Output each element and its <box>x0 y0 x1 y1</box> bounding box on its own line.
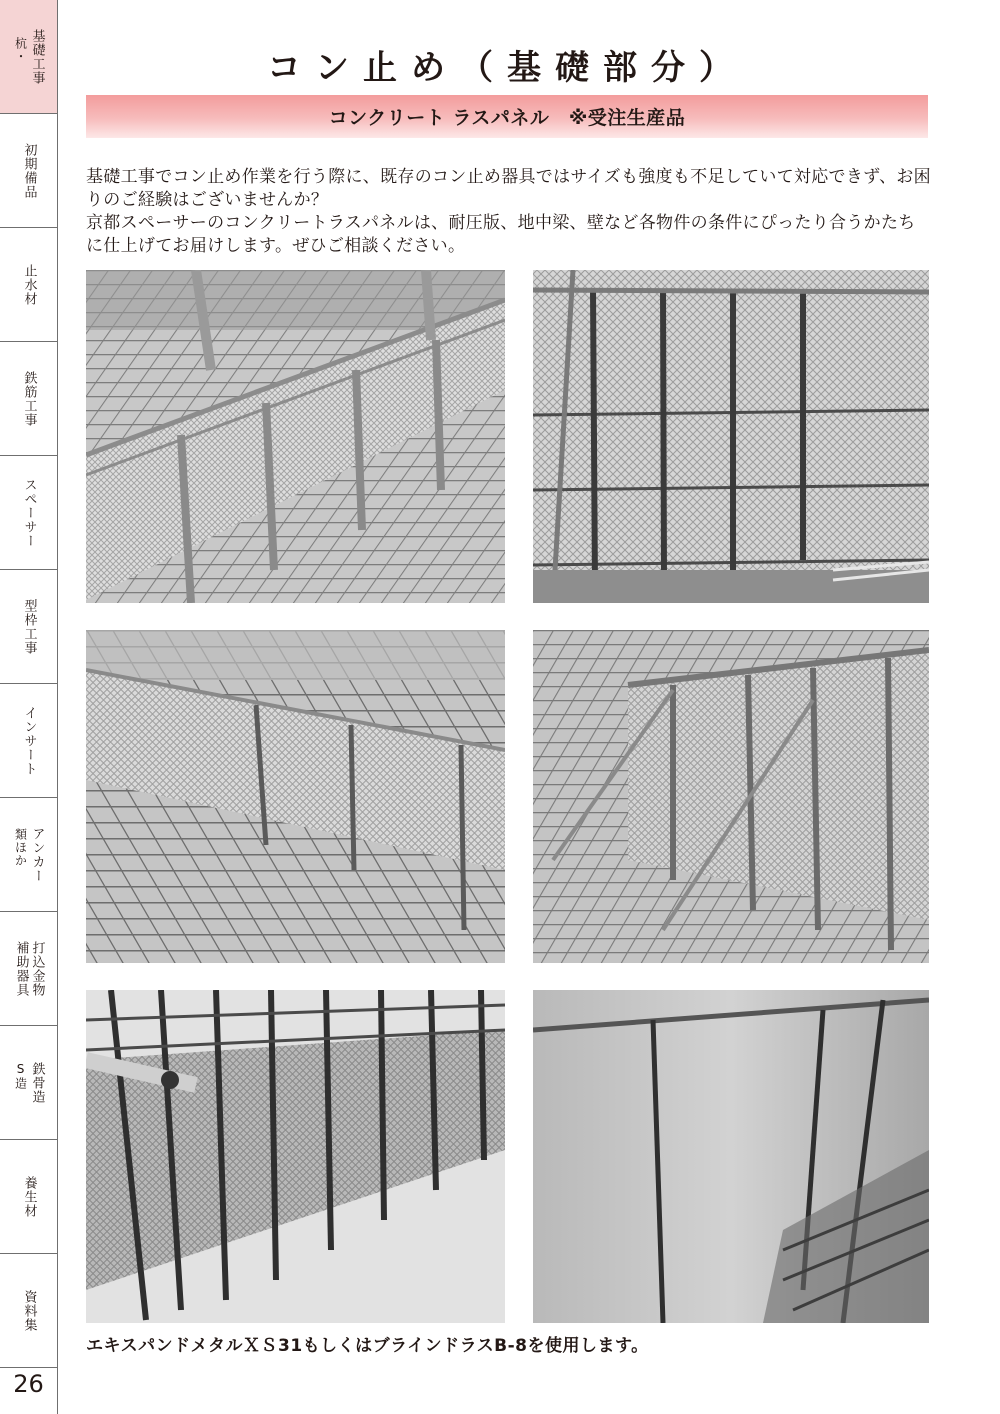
index-tab-label: 型枠工事 <box>21 598 37 655</box>
intro-paragraph-2: 京都スペーサーのコンクリートラスパネルは、耐圧版、地中梁、壁など各物件の条件にぴったり合うかたちに仕上げてお届けします。ぜひご相談ください。 <box>86 213 916 256</box>
photo-1 <box>86 270 505 603</box>
intro-paragraph-1: 基礎工事でコン止め作業を行う際に、既存のコン止め器具ではサイズも強度も不足していて対応できず、お困りのご経験はございませんか？ <box>86 167 931 210</box>
index-tab-label: 打込金物 <box>29 940 45 997</box>
index-tab-label: 杭・ <box>13 36 28 63</box>
index-tab-9[interactable] <box>0 912 57 1026</box>
index-tab-label: 類ほか <box>13 828 28 867</box>
index-tab-8[interactable] <box>0 798 57 912</box>
photo-5 <box>86 990 505 1323</box>
index-tab-2[interactable] <box>0 114 57 228</box>
index-tab-7[interactable] <box>0 684 57 798</box>
index-tab-label: 資料集 <box>21 1289 37 1332</box>
material-note: エキスパンドメタルＸＳ31もしくはブラインドラスB-8を使用します。 <box>86 1336 649 1356</box>
index-tab-5[interactable] <box>0 456 57 570</box>
index-tab-4[interactable] <box>0 342 57 456</box>
photo-2 <box>533 270 929 603</box>
index-tab-label: 止水材 <box>21 263 37 306</box>
index-tab-10[interactable] <box>0 1026 57 1140</box>
side-index <box>0 0 58 1414</box>
page-title: コン止め（基礎部分） <box>267 48 747 88</box>
product-banner: コンクリート ラスパネル ※受注生産品 <box>86 95 928 138</box>
index-tab-label: 初期備品 <box>21 142 37 199</box>
index-tab-11[interactable] <box>0 1140 57 1254</box>
intro-text <box>86 166 931 258</box>
index-tab-label: 鉄骨造 <box>29 1061 45 1104</box>
photo-6 <box>533 990 929 1323</box>
index-tab-label: S造 <box>13 1061 28 1090</box>
index-tab-3[interactable] <box>0 228 57 342</box>
photo-4 <box>533 630 929 963</box>
index-tab-1[interactable] <box>0 0 57 114</box>
index-tab-12[interactable] <box>0 1254 57 1368</box>
index-tab-label: 補助器具 <box>13 940 29 997</box>
index-tab-label: 鉄筋工事 <box>21 370 37 427</box>
index-tab-label: スペーサー <box>21 477 37 548</box>
index-tab-label: インサート <box>21 705 37 776</box>
index-tab-label: アンカー <box>29 826 45 883</box>
index-tab-label: 養生材 <box>21 1175 37 1218</box>
index-tab-label: 基礎工事 <box>29 28 45 85</box>
index-tab-6[interactable] <box>0 570 57 684</box>
page-number: 26 <box>13 1370 44 1398</box>
photo-3 <box>86 630 505 963</box>
